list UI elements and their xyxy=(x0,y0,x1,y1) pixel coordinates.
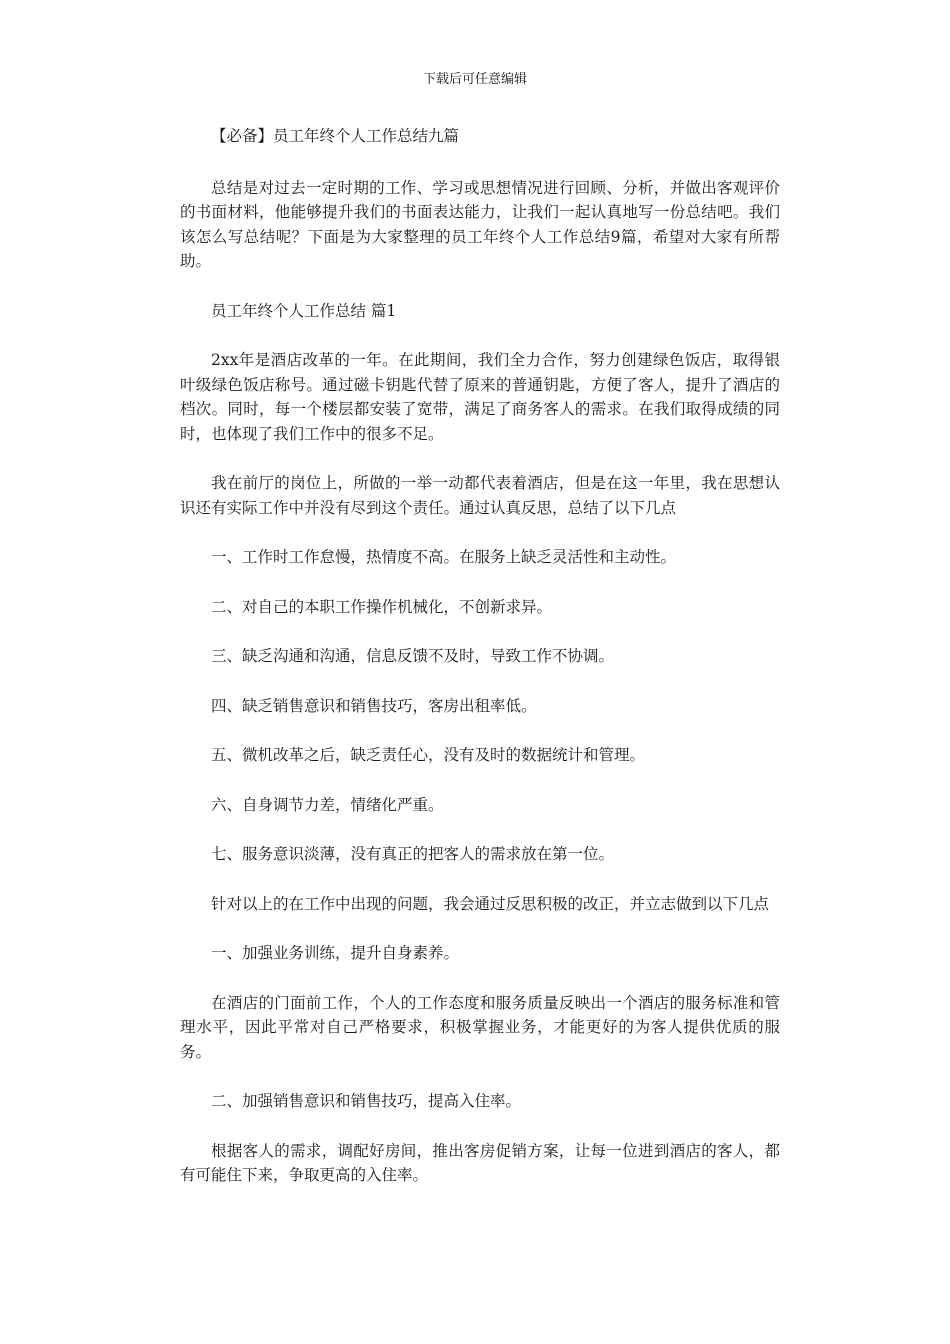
header-note: 下载后可任意编辑 xyxy=(422,72,527,87)
body-paragraph: 针对以上的在工作中出现的问题，我会通过反思积极的改正，并立志做到以下几点 xyxy=(211,894,770,913)
document-body xyxy=(180,124,780,1213)
list-item: 五、微机改革之后，缺乏责任心，没有及时的数据统计和管理。 xyxy=(211,746,646,764)
list-item: 一、工作时工作怠慢，热情度不高。在服务上缺乏灵活性和主动性。 xyxy=(211,548,677,566)
body-paragraph: 在酒店的门面前工作，个人的工作态度和服务质量反映出一个酒店的服务标准和管理水平，因此平常对自己严格要求，积极掌握业务，才能更好的为客人提供优质的服务。 xyxy=(180,993,780,1061)
section-heading: 员工年终个人工作总结 篇1 xyxy=(211,301,397,320)
list-item: 三、缺乏沟通和沟通，信息反馈不及时，导致工作不协调。 xyxy=(211,647,615,665)
list-item: 七、服务意识淡薄，没有真正的把客人的需求放在第一位。 xyxy=(211,845,615,863)
list-item: 六、自身调节力差，情绪化严重。 xyxy=(211,795,444,814)
list-item: 四、缺乏销售意识和销售技巧，客房出租率低。 xyxy=(211,696,537,715)
body-paragraph: 我在前厅的岗位上，所做的一举一动都代表着酒店，但是在这一年里，我在思想认识还有实际工作中并没有尽到这个责任。通过认真反思，总结了以下几点 xyxy=(180,474,780,517)
list-item: 一、加强业务训练，提升自身素养。 xyxy=(211,944,460,962)
list-item: 二、对自己的本职工作操作机械化，不创新求异。 xyxy=(211,597,553,616)
list-item: 二、加强销售意识和销售技巧，提高入住率。 xyxy=(211,1092,522,1110)
intro-paragraph: 总结是对过去一定时期的工作、学习或思想情况进行回顾、分析，并做出客观评价的书面材料，他能够提升我们的书面表达能力，让我们一起认真地写一份总结吧。我们该怎么写总结呢？下面是为大家整理的员工年终个人工作总结9篇，希望对大家有所帮助。 xyxy=(180,178,780,270)
document-title: 【必备】员工年终个人工作总结九篇 xyxy=(211,127,460,145)
body-paragraph: 根据客人的需求，调配好房间，推出客房促销方案，让每一位进到酒店的客人，都有可能住下来，争取更高的入住率。 xyxy=(180,1141,780,1184)
body-paragraph: 2xx年是酒店改革的一年。在此期间，我们全力合作，努力创建绿色饭店，取得银叶级绿色饭店称号。通过磁卡钥匙代替了原来的普通钥匙，方便了客人，提升了酒店的档次。同时，每一个楼层都安装了宽带，满足了商务客人的需求。在我们取得成绩的同时，也体现了我们工作中的很多不足。 xyxy=(180,351,780,443)
